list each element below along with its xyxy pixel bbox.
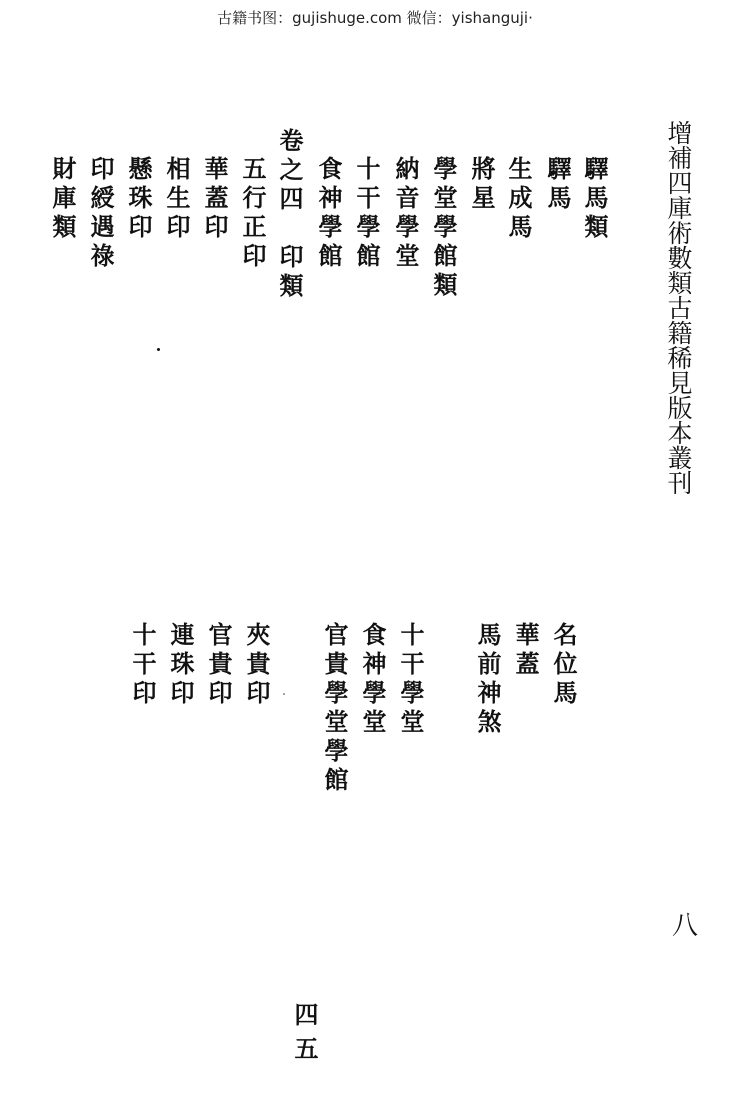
entry-jiagui-yin: 夾貴印 <box>242 622 271 709</box>
entry-huagai: 華蓋 <box>511 622 540 680</box>
entry-nayin-xuetang: 納音學堂 <box>391 156 420 272</box>
entry-yinshou-yulu: 印綬遇祿 <box>86 156 115 272</box>
entry-wuxing-zhengyin: 五行正印 <box>238 156 267 272</box>
entry-shishen-xuetang: 食神學堂 <box>358 622 387 738</box>
entry-xiangsheng-yin: 相生印 <box>162 156 191 243</box>
entry-mingwei-ma: 名位馬 <box>549 622 578 709</box>
entry-shengchengma: 生成馬 <box>504 156 533 243</box>
ink-speck <box>157 348 160 351</box>
entry-jiangxing: 將星 <box>467 156 496 214</box>
entry-xuetang-category: 學堂學館類 <box>429 156 458 301</box>
chapter-heading-juan4: 卷之四 印類 <box>275 128 304 302</box>
page-number: 四五 <box>290 1002 319 1070</box>
folio-mark: 八 <box>672 911 699 941</box>
entry-shigan-xuetang: 十干學堂 <box>396 622 425 738</box>
entry-shigan-xueguan: 十干學館 <box>352 156 381 272</box>
entry-lianzhu-yin: 連珠印 <box>166 622 195 709</box>
entry-yima-category: 驛馬類 <box>580 156 609 243</box>
series-title: 增補四庫術數類古籍稀見版本叢刊 <box>664 120 693 495</box>
entry-shigan-yin: 十干印 <box>128 622 157 709</box>
entry-shishen-xueguan: 食神學館 <box>314 156 343 272</box>
ink-speck <box>283 693 285 695</box>
entry-caiku-category: 財庫類 <box>48 156 77 243</box>
watermark-header: 古籍书图：gujishuge.com 微信：yishanguji· <box>217 9 533 27</box>
entry-huagai-yin: 華蓋印 <box>200 156 229 243</box>
entry-yima: 驛馬 <box>543 156 572 214</box>
entry-maqian-shensha: 馬前神煞 <box>473 622 502 738</box>
entry-guangui-yin: 官貴印 <box>204 622 233 709</box>
entry-guangui-xuetang-xueguan: 官貴學堂學館 <box>320 622 349 796</box>
entry-xuanzhu-yin: 懸珠印 <box>124 156 153 243</box>
